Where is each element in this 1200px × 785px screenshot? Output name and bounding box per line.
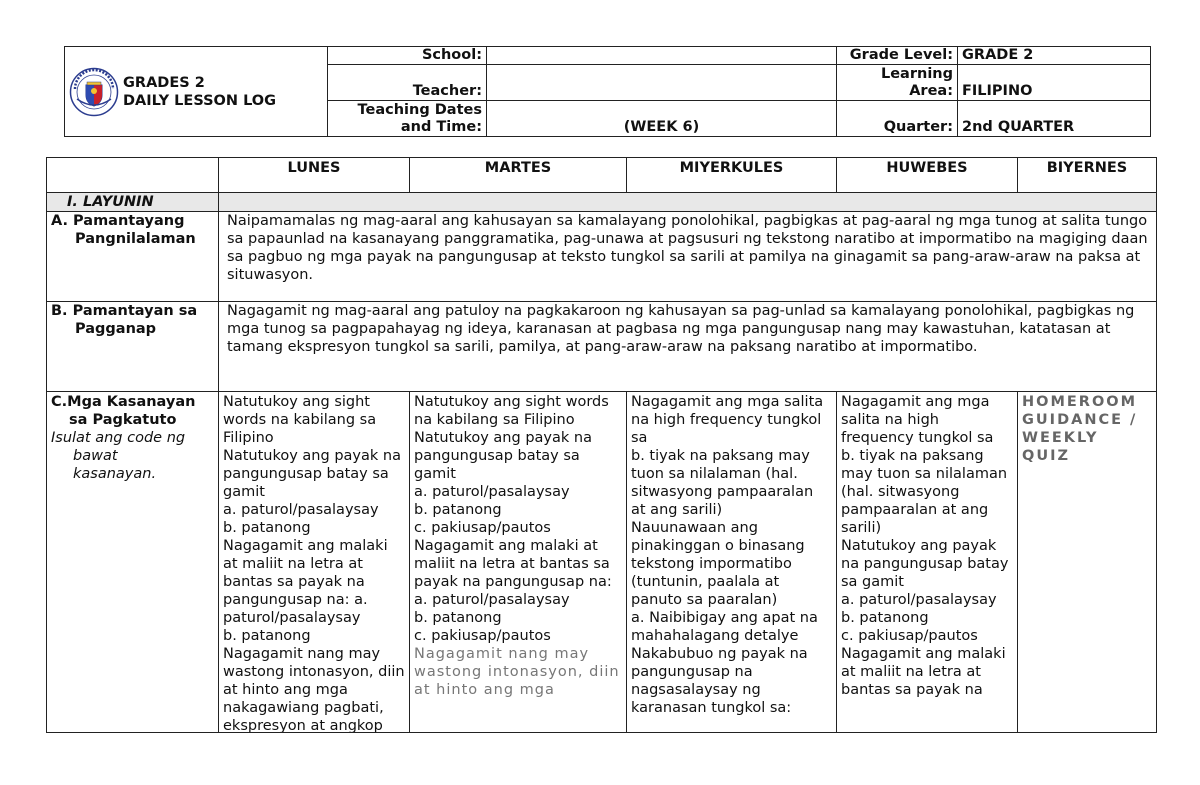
row-pamantayan-sa-pagganap [47,302,1157,392]
teaching-dates-value[interactable]: (WEEK 6) [487,101,837,137]
miyerkules-line: Nakabubuo ng payak na pangungusap na nagsasalaysay ng karanasan tungkol sa: [631,646,808,716]
huwebes-line: Natutukoy ang payak na pangungusap batay sa gamit [841,538,1009,590]
cell-martes [410,392,627,733]
huwebes-line: Nagagamit ang malaki at maliit na letra at bantas sa payak na [841,646,1006,698]
section-title: I. LAYUNIN [47,193,219,212]
row-c-note-1: Isulat ang code ng [51,430,186,446]
learning-area-label [837,65,958,101]
day-header-biyernes: BIYERNES [1018,158,1157,193]
logo-title-cell [65,47,328,137]
lunes-line: Nagagamit nang may wastong intonasyon, diin at hinto ang mga nakagawiang pagbati, ekspresyon at angkop [223,646,405,732]
martes-line: c. pakiusap/pautos [414,628,551,644]
row-a-label-1: A. Pamantayang [51,213,185,229]
teaching-dates-label [328,101,487,137]
quarter-value[interactable]: 2nd QUARTER [958,101,1151,137]
huwebes-line: Nagagamit ang mga salita na high frequency tungkol sa [841,394,994,446]
row-mga-kasanayan [47,392,1157,733]
martes-line: a. paturol/pasalaysay [414,592,570,608]
day-header-row [47,158,1157,193]
learning-area-label-1: Learning [880,66,953,82]
row-a-text: Naipamamalas ng mag-aaral ang kahusayan sa kamalayang ponolohikal, pagbigkas at pag-aaral ng mga tunog at salita tungo sa papaunlad na kasanayang panggramatika, pag-unawa at pagsusuri ng tekstong naratibo at impormatibo na magiging daan sa pagbuo ng mga payak na pangungusap at teksto tungkol sa sarili at pamilya na ginagamit sa pang-araw-araw na paksa at situwasyon. [219,212,1157,302]
section-shade [219,193,1157,212]
cell-biyernes [1018,392,1157,733]
learning-area-value[interactable]: FILIPINO [958,65,1151,101]
row-b-label [47,302,219,392]
miyerkules-line: a. Naibibigay ang apat na mahahalagang detalye [631,610,818,644]
row-c-label [47,392,219,733]
title-line-1: GRADES 2 [123,74,205,91]
teacher-label: Teacher: [328,65,487,101]
day-header-miyerkules: MIYERKULES [627,158,837,193]
martes-gray-line: Nagagamit nang may wastong intonasyon, diin at hinto ang mga [414,646,620,698]
row-c-note-3: kasanayan. [73,466,157,482]
martes-line: b. patanong [414,610,502,626]
grade-level-label: Grade Level: [837,47,958,65]
learning-area-label-2: Area: [909,83,953,99]
homeroom-guidance-text: HOMEROOM GUIDANCE / WEEKLY QUIZ [1022,394,1138,464]
deped-seal-icon [69,67,119,117]
miyerkules-line: b. tiyak na paksang may tuon sa nilalaman (hal. sitwasyong pampaaralan at ang sarili) [631,448,814,518]
huwebes-line: c. pakiusap/pautos [841,628,978,644]
row-b-label-2: Pagganap [75,321,157,337]
row-a-label-2: Pangnilalaman [75,231,196,247]
cell-lunes [219,392,410,733]
row-b-text: Nagagamit ng mag-aaral ang patuloy na pagkakaroon ng kahusayan sa pag-unlad sa kamalayang ponolohikal, pagbigkas ng mga tunog sa pagpapahayag ng ideya, karanasan at pagbasa ng mga pangungusap nang may kawastuhan, katatasan at tamang ekspresyon tungkol sa sarili, pamilya, at pang-araw-araw na paksang naratibo at impormatibo. [219,302,1157,392]
lunes-line: Nagagamit ang malaki at maliit na letra at bantas sa payak na pangungusap na: a. paturol/pasalaysay [223,538,388,626]
day-header-lunes: LUNES [219,158,410,193]
huwebes-line: b. tiyak na paksang may tuon sa nilalaman (hal. sitwasyong pampaaralan at ang sarili) [841,448,1008,536]
row-b-label-1: B. Pamantayan sa [51,303,198,319]
martes-line: Natutukoy ang sight words na kabilang sa Filipino [414,394,609,428]
header-table [64,46,1151,137]
title-line-2: DAILY LESSON LOG [123,92,277,109]
row-a-label [47,212,219,302]
teaching-dates-label-1: Teaching Dates [357,102,482,118]
teacher-value[interactable] [487,65,837,101]
row-c-label-2: sa Pagkatuto [69,412,177,428]
grade-level-value[interactable]: GRADE 2 [958,47,1151,65]
lunes-line: Natutukoy ang payak na pangungusap batay sa gamit [223,448,401,500]
lunes-line: Natutukoy ang sight words na kabilang sa Filipino [223,394,377,446]
huwebes-line: b. patanong [841,610,929,626]
teaching-dates-label-2: and Time: [400,119,482,135]
lunes-line: a. paturol/pasalaysay [223,502,379,518]
row-c-label-1: C.Mga Kasanayan [51,394,196,410]
lesson-log-table [46,157,1157,733]
miyerkules-line: Nagagamit ang mga salita na high frequency tungkol sa [631,394,824,446]
martes-line: Nagagamit ang malaki at maliit na letra at bantas sa payak na pangungusap na: [414,538,612,590]
martes-line: Natutukoy ang payak na pangungusap batay sa gamit [414,430,592,482]
quarter-label: Quarter: [837,101,958,137]
row-pamantayang-pangnilalaman [47,212,1157,302]
lunes-line: b. patanong [223,520,311,536]
cell-huwebes [837,392,1018,733]
miyerkules-line: Nauunawaan ang pinakinggan o binasang tekstong impormatibo (tuntunin, paalala at panuto sa paaralan) [631,520,805,608]
school-value[interactable] [487,47,837,65]
section-row [47,193,1157,212]
corner-cell [47,158,219,193]
day-header-martes: MARTES [410,158,627,193]
martes-line: c. pakiusap/pautos [414,520,551,536]
huwebes-line: a. paturol/pasalaysay [841,592,997,608]
martes-line: b. patanong [414,502,502,518]
martes-line: a. paturol/pasalaysay [414,484,570,500]
day-header-huwebes: HUWEBES [837,158,1018,193]
row-c-note-2: bawat [73,448,118,464]
cell-miyerkules [627,392,837,733]
school-label: School: [328,47,487,65]
lunes-line: b. patanong [223,628,311,644]
